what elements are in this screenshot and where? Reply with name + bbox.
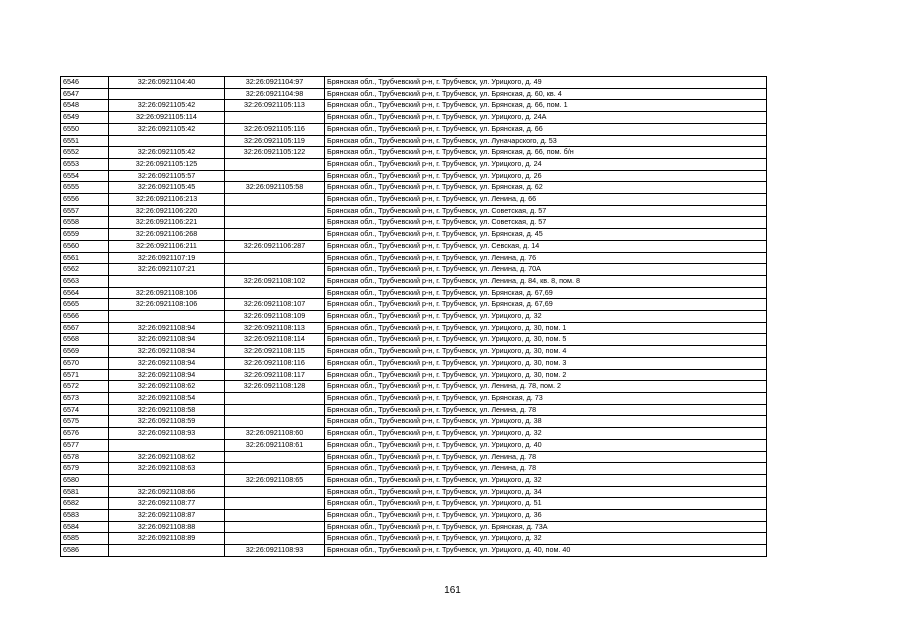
table-row (61, 463, 767, 475)
object-number-cell: 32:26:0921108:115 (225, 346, 325, 358)
object-number-cell (225, 287, 325, 299)
parcel-number-cell: 32:26:0921108:77 (109, 498, 225, 510)
row-number-cell: 6547 (61, 88, 109, 100)
object-number-cell: 32:26:0921108:109 (225, 311, 325, 323)
address-cell: Брянская обл., Трубчевский р-н, г. Трубчевск, ул. Брянская, д. 66, пом. б/н (325, 147, 767, 159)
object-number-cell: 32:26:0921108:117 (225, 369, 325, 381)
address-cell: Брянская обл., Трубчевский р-н, г. Трубчевск, ул. Урицкого, д. 32 (325, 428, 767, 440)
table-row (61, 451, 767, 463)
row-number-cell: 6577 (61, 439, 109, 451)
row-number-cell: 6574 (61, 404, 109, 416)
row-number-cell: 6571 (61, 369, 109, 381)
table-row (61, 217, 767, 229)
table-row (61, 100, 767, 112)
address-cell: Брянская обл., Трубчевский р-н, г. Трубчевск, ул. Урицкого, д. 51 (325, 498, 767, 510)
row-number-cell: 6576 (61, 428, 109, 440)
table-row (61, 311, 767, 323)
address-cell: Брянская обл., Трубчевский р-н, г. Трубчевск, ул. Ленина, д. 78 (325, 463, 767, 475)
parcel-number-cell: 32:26:0921108:94 (109, 322, 225, 334)
parcel-number-cell: 32:26:0921105:57 (109, 170, 225, 182)
address-cell: Брянская обл., Трубчевский р-н, г. Трубчевск, ул. Урицкого, д. 30, пом. 3 (325, 357, 767, 369)
row-number-cell: 6553 (61, 158, 109, 170)
parcel-number-cell: 32:26:0921108:106 (109, 287, 225, 299)
row-number-cell: 6552 (61, 147, 109, 159)
row-number-cell: 6560 (61, 240, 109, 252)
row-number-cell: 6575 (61, 416, 109, 428)
address-cell: Брянская обл., Трубчевский р-н, г. Трубчевск, ул. Брянская, д. 45 (325, 229, 767, 241)
parcel-number-cell: 32:26:0921108:63 (109, 463, 225, 475)
row-number-cell: 6583 (61, 510, 109, 522)
row-number-cell: 6562 (61, 264, 109, 276)
object-number-cell (225, 486, 325, 498)
object-number-cell: 32:26:0921105:119 (225, 135, 325, 147)
table-row (61, 392, 767, 404)
row-number-cell: 6551 (61, 135, 109, 147)
address-cell: Брянская обл., Трубчевский р-н, г. Трубчевск, ул. Луначарского, д. 53 (325, 135, 767, 147)
parcel-number-cell: 32:26:0921104:40 (109, 77, 225, 89)
parcel-number-cell: 32:26:0921108:94 (109, 357, 225, 369)
parcel-number-cell: 32:26:0921107:21 (109, 264, 225, 276)
table-row (61, 322, 767, 334)
parcel-number-cell: 32:26:0921106:221 (109, 217, 225, 229)
parcel-number-cell: 32:26:0921107:19 (109, 252, 225, 264)
address-cell: Брянская обл., Трубчевский р-н, г. Трубчевск, ул. Ленина, д. 78, пом. 2 (325, 381, 767, 393)
table-body (61, 77, 767, 557)
object-number-cell: 32:26:0921108:128 (225, 381, 325, 393)
object-number-cell (225, 404, 325, 416)
table-row (61, 88, 767, 100)
object-number-cell (225, 510, 325, 522)
parcel-number-cell: 32:26:0921105:42 (109, 100, 225, 112)
table-row (61, 205, 767, 217)
parcel-number-cell: 32:26:0921108:62 (109, 451, 225, 463)
address-cell: Брянская обл., Трубчевский р-н, г. Трубчевск, ул. Урицкого, д. 32 (325, 474, 767, 486)
object-number-cell: 32:26:0921108:65 (225, 474, 325, 486)
object-number-cell (225, 416, 325, 428)
object-number-cell (225, 205, 325, 217)
parcel-number-cell: 32:26:0921108:54 (109, 392, 225, 404)
table-row (61, 240, 767, 252)
address-cell: Брянская обл., Трубчевский р-н, г. Трубчевск, ул. Урицкого, д. 26 (325, 170, 767, 182)
address-cell: Брянская обл., Трубчевский р-н, г. Трубчевск, ул. Урицкого, д. 40, пом. 40 (325, 545, 767, 557)
row-number-cell: 6578 (61, 451, 109, 463)
table-row (61, 545, 767, 557)
address-cell: Брянская обл., Трубчевский р-н, г. Трубчевск, ул. Ленина, д. 84, кв. 8, пом. 8 (325, 275, 767, 287)
parcel-number-cell: 32:26:0921105:45 (109, 182, 225, 194)
parcel-number-cell: 32:26:0921105:42 (109, 123, 225, 135)
object-number-cell (225, 463, 325, 475)
object-number-cell: 32:26:0921108:102 (225, 275, 325, 287)
parcel-number-cell: 32:26:0921108:94 (109, 334, 225, 346)
table-row (61, 287, 767, 299)
table-row (61, 474, 767, 486)
row-number-cell: 6561 (61, 252, 109, 264)
row-number-cell: 6570 (61, 357, 109, 369)
table-row (61, 346, 767, 358)
address-cell: Брянская обл., Трубчевский р-н, г. Трубчевск, ул. Брянская, д. 67,69 (325, 287, 767, 299)
table-row (61, 182, 767, 194)
object-number-cell: 32:26:0921108:93 (225, 545, 325, 557)
table-row (61, 147, 767, 159)
address-cell: Брянская обл., Трубчевский р-н, г. Трубчевск, ул. Советская, д. 57 (325, 217, 767, 229)
table-row (61, 439, 767, 451)
object-number-cell: 32:26:0921108:116 (225, 357, 325, 369)
row-number-cell: 6554 (61, 170, 109, 182)
address-cell: Брянская обл., Трубчевский р-н, г. Трубчевск, ул. Ленина, д. 78 (325, 451, 767, 463)
object-number-cell: 32:26:0921105:116 (225, 123, 325, 135)
address-cell: Брянская обл., Трубчевский р-н, г. Трубчевск, ул. Урицкого, д. 30, пом. 4 (325, 346, 767, 358)
table-row (61, 381, 767, 393)
address-cell: Брянская обл., Трубчевский р-н, г. Трубчевск, ул. Урицкого, д. 32 (325, 533, 767, 545)
row-number-cell: 6581 (61, 486, 109, 498)
address-cell: Брянская обл., Трубчевский р-н, г. Трубчевск, ул. Брянская, д. 60, кв. 4 (325, 88, 767, 100)
parcel-number-cell: 32:26:0921108:88 (109, 521, 225, 533)
parcel-number-cell (109, 439, 225, 451)
address-cell: Брянская обл., Трубчевский р-н, г. Трубчевск, ул. Брянская, д. 67,69 (325, 299, 767, 311)
table-row (61, 404, 767, 416)
object-number-cell (225, 498, 325, 510)
address-cell: Брянская обл., Трубчевский р-н, г. Трубчевск, ул. Урицкого, д. 49 (325, 77, 767, 89)
object-number-cell: 32:26:0921108:107 (225, 299, 325, 311)
address-cell: Брянская обл., Трубчевский р-н, г. Трубчевск, ул. Урицкого, д. 32 (325, 311, 767, 323)
parcel-number-cell: 32:26:0921108:94 (109, 346, 225, 358)
address-cell: Брянская обл., Трубчевский р-н, г. Трубчевск, ул. Брянская, д. 73А (325, 521, 767, 533)
row-number-cell: 6569 (61, 346, 109, 358)
table-row (61, 510, 767, 522)
row-number-cell: 6555 (61, 182, 109, 194)
object-number-cell: 32:26:0921105:122 (225, 147, 325, 159)
parcel-number-cell: 32:26:0921108:93 (109, 428, 225, 440)
row-number-cell: 6559 (61, 229, 109, 241)
object-number-cell: 32:26:0921105:58 (225, 182, 325, 194)
object-number-cell (225, 252, 325, 264)
row-number-cell: 6582 (61, 498, 109, 510)
address-cell: Брянская обл., Трубчевский р-н, г. Трубчевск, ул. Урицкого, д. 36 (325, 510, 767, 522)
row-number-cell: 6546 (61, 77, 109, 89)
address-cell: Брянская обл., Трубчевский р-н, г. Трубчевск, ул. Урицкого, д. 38 (325, 416, 767, 428)
row-number-cell: 6567 (61, 322, 109, 334)
object-number-cell (225, 112, 325, 124)
address-cell: Брянская обл., Трубчевский р-н, г. Трубчевск, ул. Урицкого, д. 24А (325, 112, 767, 124)
table-row (61, 299, 767, 311)
row-number-cell: 6563 (61, 275, 109, 287)
object-number-cell (225, 158, 325, 170)
row-number-cell: 6568 (61, 334, 109, 346)
table-row (61, 498, 767, 510)
row-number-cell: 6548 (61, 100, 109, 112)
parcel-number-cell (109, 135, 225, 147)
parcel-number-cell: 32:26:0921105:125 (109, 158, 225, 170)
table-row (61, 416, 767, 428)
object-number-cell (225, 217, 325, 229)
parcel-number-cell: 32:26:0921106:211 (109, 240, 225, 252)
table-row (61, 533, 767, 545)
address-cell: Брянская обл., Трубчевский р-н, г. Трубчевск, ул. Ленина, д. 70А (325, 264, 767, 276)
object-number-cell (225, 229, 325, 241)
parcel-number-cell: 32:26:0921108:89 (109, 533, 225, 545)
page-number: 161 (444, 585, 461, 596)
address-cell: Брянская обл., Трубчевский р-н, г. Трубчевск, ул. Севская, д. 14 (325, 240, 767, 252)
row-number-cell: 6549 (61, 112, 109, 124)
parcel-number-cell: 32:26:0921108:62 (109, 381, 225, 393)
row-number-cell: 6550 (61, 123, 109, 135)
parcel-number-cell (109, 545, 225, 557)
parcel-number-cell: 32:26:0921108:58 (109, 404, 225, 416)
parcel-number-cell (109, 311, 225, 323)
row-number-cell: 6584 (61, 521, 109, 533)
object-number-cell: 32:26:0921108:113 (225, 322, 325, 334)
object-number-cell (225, 264, 325, 276)
row-number-cell: 6557 (61, 205, 109, 217)
row-number-cell: 6556 (61, 194, 109, 206)
table-row (61, 194, 767, 206)
parcel-number-cell: 32:26:0921106:213 (109, 194, 225, 206)
object-number-cell: 32:26:0921108:61 (225, 439, 325, 451)
address-cell: Брянская обл., Трубчевский р-н, г. Трубчевск, ул. Ленина, д. 66 (325, 194, 767, 206)
address-cell: Брянская обл., Трубчевский р-н, г. Трубчевск, ул. Советская, д. 57 (325, 205, 767, 217)
parcel-number-cell: 32:26:0921105:42 (109, 147, 225, 159)
parcel-number-cell: 32:26:0921106:268 (109, 229, 225, 241)
table-row (61, 252, 767, 264)
address-cell: Брянская обл., Трубчевский р-н, г. Трубчевск, ул. Брянская, д. 66, пом. 1 (325, 100, 767, 112)
address-cell: Брянская обл., Трубчевский р-н, г. Трубчевск, ул. Брянская, д. 66 (325, 123, 767, 135)
row-number-cell: 6572 (61, 381, 109, 393)
parcel-number-cell: 32:26:0921108:94 (109, 369, 225, 381)
table-row (61, 229, 767, 241)
object-number-cell (225, 533, 325, 545)
table-row (61, 486, 767, 498)
row-number-cell: 6566 (61, 311, 109, 323)
table-row (61, 357, 767, 369)
parcel-number-cell: 32:26:0921106:220 (109, 205, 225, 217)
address-cell: Брянская обл., Трубчевский р-н, г. Трубчевск, ул. Урицкого, д. 24 (325, 158, 767, 170)
object-number-cell: 32:26:0921108:60 (225, 428, 325, 440)
table-row (61, 135, 767, 147)
table-row (61, 170, 767, 182)
row-number-cell: 6565 (61, 299, 109, 311)
object-number-cell: 32:26:0921104:98 (225, 88, 325, 100)
parcel-number-cell: 32:26:0921108:66 (109, 486, 225, 498)
object-number-cell (225, 194, 325, 206)
address-cell: Брянская обл., Трубчевский р-н, г. Трубчевск, ул. Брянская, д. 62 (325, 182, 767, 194)
cadastral-table (60, 76, 767, 557)
parcel-number-cell (109, 474, 225, 486)
address-cell: Брянская обл., Трубчевский р-н, г. Трубчевск, ул. Урицкого, д. 30, пом. 5 (325, 334, 767, 346)
parcel-number-cell (109, 275, 225, 287)
table-row (61, 428, 767, 440)
table-row (61, 521, 767, 533)
table-row (61, 369, 767, 381)
object-number-cell: 32:26:0921104:97 (225, 77, 325, 89)
object-number-cell: 32:26:0921105:113 (225, 100, 325, 112)
object-number-cell: 32:26:0921108:114 (225, 334, 325, 346)
address-cell: Брянская обл., Трубчевский р-н, г. Трубчевск, ул. Урицкого, д. 34 (325, 486, 767, 498)
table-row (61, 77, 767, 89)
parcel-number-cell: 32:26:0921108:87 (109, 510, 225, 522)
row-number-cell: 6564 (61, 287, 109, 299)
address-cell: Брянская обл., Трубчевский р-н, г. Трубчевск, ул. Ленина, д. 76 (325, 252, 767, 264)
address-cell: Брянская обл., Трубчевский р-н, г. Трубчевск, ул. Урицкого, д. 30, пом. 2 (325, 369, 767, 381)
table-row (61, 158, 767, 170)
object-number-cell: 32:26:0921106:287 (225, 240, 325, 252)
row-number-cell: 6586 (61, 545, 109, 557)
object-number-cell (225, 521, 325, 533)
row-number-cell: 6585 (61, 533, 109, 545)
object-number-cell (225, 451, 325, 463)
table-row (61, 264, 767, 276)
table-row (61, 112, 767, 124)
object-number-cell (225, 392, 325, 404)
parcel-number-cell: 32:26:0921108:106 (109, 299, 225, 311)
address-cell: Брянская обл., Трубчевский р-н, г. Трубчевск, ул. Брянская, д. 73 (325, 392, 767, 404)
parcel-number-cell (109, 88, 225, 100)
parcel-number-cell: 32:26:0921108:59 (109, 416, 225, 428)
row-number-cell: 6580 (61, 474, 109, 486)
address-cell: Брянская обл., Трубчевский р-н, г. Трубчевск, ул. Урицкого, д. 40 (325, 439, 767, 451)
row-number-cell: 6579 (61, 463, 109, 475)
address-cell: Брянская обл., Трубчевский р-н, г. Трубчевск, ул. Ленина, д. 78 (325, 404, 767, 416)
parcel-number-cell: 32:26:0921105:114 (109, 112, 225, 124)
object-number-cell (225, 170, 325, 182)
address-cell: Брянская обл., Трубчевский р-н, г. Трубчевск, ул. Урицкого, д. 30, пом. 1 (325, 322, 767, 334)
table-row (61, 275, 767, 287)
table-row (61, 334, 767, 346)
row-number-cell: 6573 (61, 392, 109, 404)
table-row (61, 123, 767, 135)
row-number-cell: 6558 (61, 217, 109, 229)
